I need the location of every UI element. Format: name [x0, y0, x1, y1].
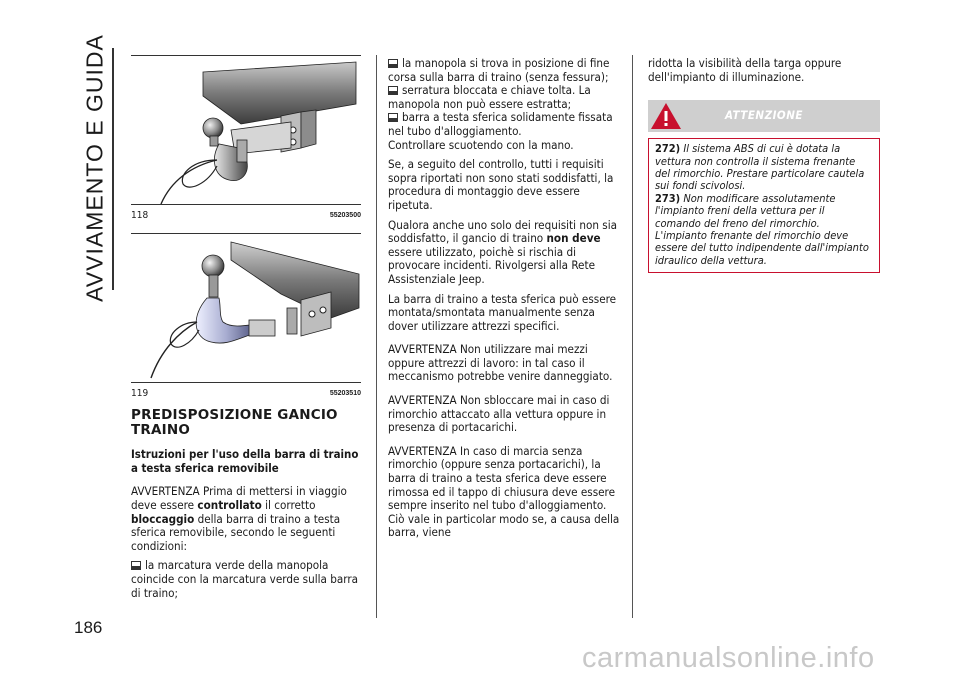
paragraph-warning-unlock: AVVERTENZA Non sbloccare mai in caso di rimorchio attaccato alla vettura oppure in presenza di portacarichi. [388, 393, 610, 435]
column-1 [131, 55, 361, 606]
bullet-icon [388, 59, 398, 68]
attention-title: ATTENZIONE [725, 108, 803, 123]
bold-text-run: non deve [546, 231, 601, 246]
page-number: 186 [74, 618, 103, 637]
figure-number: 119 [131, 387, 149, 399]
paragraph-mounting: La barra di traino a testa sferica può essere montata/smontata manualmente senza dover utilizzare attrezzi specifici. [388, 291, 617, 333]
bullet-text: barra a testa sferica solidamente fissata nel tubo d'alloggiamento. [388, 110, 613, 138]
figure-code: 55203510 [329, 389, 361, 397]
bullet-text: la manopola si trova in posizione di fine corsa sulla barra di traino (senza fessura); [388, 56, 610, 84]
bullet-item [388, 111, 621, 138]
bold-text-run: controllato [197, 497, 262, 512]
attention-note [655, 193, 873, 267]
paragraph-warning-removal: AVVERTENZA In caso di marcia senza rimorchio (oppure senza portacarichi), la barra di traino a testa sferica deve essere rimossa ed il tappo di chiusura deve essere sempre inserito nel tubo d'alloggiamento. Ciò vale in particolar modo se, a causa della barra, viene [388, 443, 620, 540]
paragraph-requirements-check: Se, a seguito del controllo, tutti i requisiti sopra riportati non sono stati soddisfatti, la procedura di montaggio deve essere ripetuta. [388, 157, 614, 212]
bullet-item [388, 84, 621, 111]
text-run: della barra di traino a testa sferica removibile, secondo le seguenti condizioni: [131, 511, 341, 553]
bullet-icon [131, 561, 141, 570]
paragraph-requirement-warning [388, 219, 621, 287]
figure-119 [131, 233, 361, 401]
bullet-text: serratura bloccata e chiave tolta. La manopola non può essere estratta; [388, 83, 591, 111]
note-number: 273) [655, 191, 681, 205]
attention-header [648, 100, 880, 132]
paragraph-warning-tools: AVVERTENZA Non utilizzare mai mezzi oppure attrezzi di lavoro: in tal caso il meccanismo potrebbe venire danneggiato. [388, 342, 613, 384]
text-run: il corretto [261, 497, 316, 512]
figure-caption [131, 382, 361, 401]
bullet-item [131, 559, 361, 600]
bullet-item [388, 57, 621, 84]
note-number: 272) [655, 142, 681, 156]
note-text: Il sistema ABS di cui è dotata la vettura non controlla il sistema frenante del rimorchio. Prestare particolare cautela sui fondi scivolosi. [655, 142, 865, 193]
column-2 [388, 57, 621, 546]
bold-text-run: bloccaggio [131, 511, 195, 526]
tow-bar-illustration-mounted [131, 56, 361, 204]
paragraph-control: Controllare scuotendo con la mano. [388, 137, 574, 152]
text-run: Qualora anche uno solo dei requisiti non sia soddisfatto, il gancio di traino [388, 217, 617, 246]
section-heading: PREDISPOSIZIONE GANCIO TRAINO [131, 407, 338, 439]
bullet-icon [388, 113, 398, 122]
paragraph-check-instructions [131, 485, 361, 553]
text-run: AVVERTENZA Prima di mettersi in viaggio deve essere [131, 484, 347, 512]
watermark-text: carmanualsonline.info [582, 642, 875, 674]
figure-number: 118 [131, 210, 149, 221]
section-title-text: AVVIAMENTO E GUIDA [81, 34, 108, 302]
figure-caption [131, 204, 361, 223]
bullet-icon [388, 86, 398, 95]
section-divider [112, 48, 114, 290]
column-3 [648, 57, 880, 273]
tow-bar-illustration-detached [131, 234, 361, 382]
attention-box [648, 138, 880, 273]
figure-code: 55203500 [329, 212, 361, 219]
bullet-text: la marcatura verde della manopola coincide con la marcatura verde sulla barra di traino; [131, 558, 358, 600]
figure-118 [131, 55, 361, 223]
column-divider [376, 55, 377, 618]
section-title-vertical [75, 34, 115, 302]
section-subheading: Istruzioni per l'uso della barra di traino a testa sferica removibile [131, 447, 359, 475]
attention-note [655, 143, 873, 193]
column-divider [632, 55, 633, 618]
text-run: essere utilizzato, poichè si rischia di provocare incidenti. Rivolgersi alla Rete Assistenziale Jeep. [388, 244, 595, 286]
paragraph-continued: ridotta la visibilità della targa oppure dell'impianto di illuminazione. [648, 56, 842, 84]
note-text: Non modificare assolutamente l'impianto freni della vettura per il comando del freno del rimorchio. L'impianto frenante del rimorchio deve essere del tutto indipendente dall'impianto idraulico della vettura. [655, 191, 869, 267]
